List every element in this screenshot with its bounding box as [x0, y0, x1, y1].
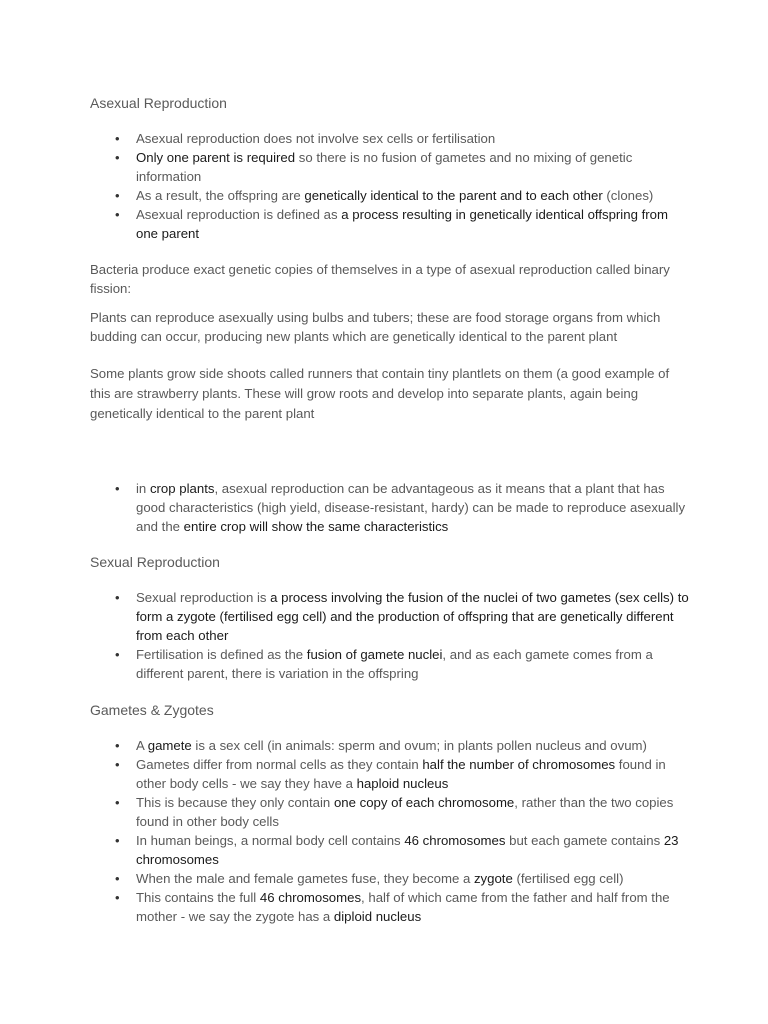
list-item [90, 831, 690, 869]
emphasized-text: Only one parent is required [136, 150, 296, 165]
list-item-text: (clones) [602, 188, 654, 203]
emphasized-text: zygote [473, 871, 513, 886]
list-item [90, 205, 690, 243]
list-item-text: This contains the full [136, 890, 260, 905]
list-item [90, 736, 690, 755]
document-page [90, 93, 690, 926]
heading-asexual-reproduction: Asexual Reproduction [90, 95, 227, 111]
emphasized-text: 46 chromosomes [259, 890, 362, 905]
list-item-text: , asexual reproduction can be advantageous as it means that a plant that has good characteristics (high yield, disease-resistant, hardy) can be made to reproduce asexually and the [136, 481, 686, 534]
emphasized-text: 46 chromosomes [404, 833, 506, 848]
list-item-text: Gametes differ from normal cells as they contain [136, 757, 423, 772]
list-item-text: Sexual reproduction is [136, 590, 271, 605]
emphasized-text: fusion of gamete nuclei [306, 647, 443, 662]
emphasized-text: genetically identical to the parent and to each other [304, 188, 603, 203]
paragraph-bacteria: Bacteria produce exact genetic copies of themselves in a type of asexual reproduction called binary fission: [90, 262, 670, 296]
list-item [90, 645, 690, 683]
list-item-text: Asexual reproduction does not involve sex cells or fertilisation [136, 131, 496, 146]
list-item [90, 869, 690, 888]
emphasized-text: crop plants [149, 481, 215, 496]
emphasized-text: half the number of chromosomes [422, 757, 616, 772]
emphasized-text: a process involving the fusion of the nuclei of two gametes (sex cells) to form a zygote (fertilised egg cell) and the production of offspring that are genetically different from each other [136, 590, 689, 643]
crop-plants-bullet-list [90, 479, 690, 536]
list-item [90, 129, 690, 148]
list-item-text: Fertilisation is defined as the [136, 647, 307, 662]
list-item-text: A [136, 738, 148, 753]
asexual-bullet-list [90, 129, 690, 243]
emphasized-text: gamete [147, 738, 192, 753]
list-item-text: This is because they only contain [136, 795, 334, 810]
emphasized-text: a process resulting in genetically identical offspring from one parent [136, 207, 668, 241]
list-item-text: but each gamete contains [505, 833, 664, 848]
emphasized-text: 23 chromosomes [136, 833, 679, 867]
list-item-text: As a result, the offspring are [136, 188, 305, 203]
list-item-text: , rather than the two copies found in other body cells [136, 795, 674, 829]
list-item [90, 148, 690, 186]
emphasized-text: diploid nucleus [333, 909, 422, 924]
paragraph-runners: Some plants grow side shoots called runners that contain tiny plantlets on them (a good example of this are strawberry plants. These will grow roots and develop into separate plants, again being genetically identical to the parent plant [90, 366, 670, 421]
emphasized-text: entire crop will show the same characteristics [183, 519, 449, 534]
paragraph-bulbs-tubers: Plants can reproduce asexually using bulbs and tubers; these are food storage organs from which budding can occur, producing new plants which are genetically identical to the parent plant [90, 310, 661, 344]
list-item-text: , half of which came from the father and half from the mother - we say the zygote has a [136, 890, 670, 924]
list-item [90, 793, 690, 831]
list-item [90, 588, 690, 645]
list-item-text: When the male and female gametes fuse, they become a [136, 871, 474, 886]
list-item-text: , and as each gamete comes from a different parent, there is variation in the offspring [136, 647, 653, 681]
emphasized-text: one copy of each chromosome [333, 795, 515, 810]
heading-gametes-zygotes: Gametes & Zygotes [90, 702, 214, 718]
emphasized-text: haploid nucleus [356, 776, 449, 791]
list-item [90, 186, 690, 205]
list-item [90, 755, 690, 793]
list-item-text: so there is no fusion of gametes and no mixing of genetic information [136, 150, 633, 184]
list-item-text: in [136, 481, 150, 496]
list-item-text: found in other body cells - we say they have a [136, 757, 666, 791]
list-item [90, 888, 690, 926]
heading-sexual-reproduction: Sexual Reproduction [90, 554, 220, 570]
list-item-text: Asexual reproduction is defined as [136, 207, 342, 222]
sexual-bullet-list [90, 588, 690, 683]
list-item-text: is a sex cell (in animals: sperm and ovum; in plants pollen nucleus and ovum) [191, 738, 647, 753]
list-item-text: In human beings, a normal body cell contains [136, 833, 405, 848]
list-item-text: (fertilised egg cell) [512, 871, 624, 886]
gametes-bullet-list [90, 736, 690, 926]
list-item [90, 479, 690, 536]
